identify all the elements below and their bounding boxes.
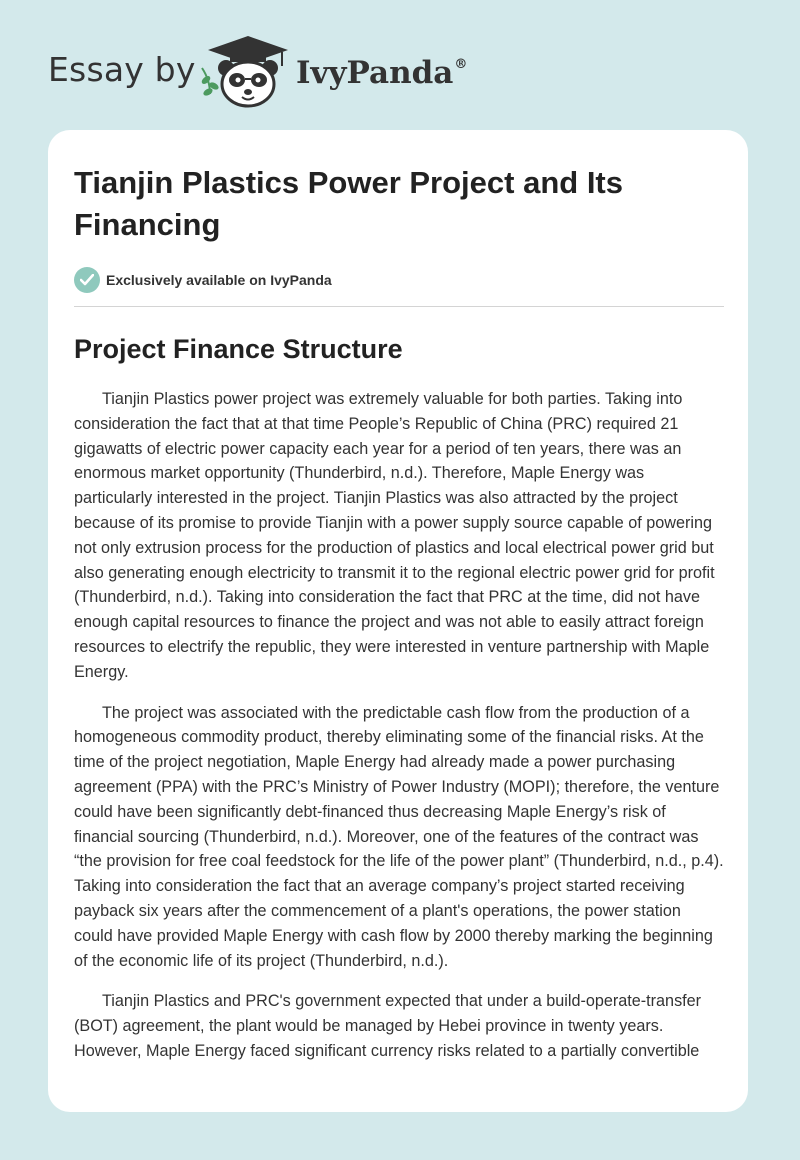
brand-name[interactable]: IvyPanda® bbox=[296, 55, 468, 91]
essay-by-label: Essay by bbox=[48, 50, 196, 89]
divider bbox=[74, 306, 724, 307]
paragraph: The project was associated with the predictable cash flow from the production of a homogeneous commodity product, thereby eliminating some of the financial risks. At the time of the project negotiation, Maple Energy had already made a power purchasing agreement (PPA) with the PRC’s Ministry of Power Industry (MOPI); therefore, the venture could have been significantly debt-financed thus decreasing Maple Energy’s risk of financial sourcing (Thunderbird, n.d.). Moreover, one of the features of the contract was “the provision for free coal feedstock for the life of the power plant” (Thunderbird, n.d., p.4). Taking into consideration the fact that an average company’s project started receiving payback six years after the commencement of a plant's operations, the power station could have provided Maple Energy with cash flow by 2000 thereby marking the beginning of the economic life of its project (Thunderbird, n.d.). bbox=[74, 703, 724, 970]
paragraph: Tianjin Plastics and PRC's government expected that under a build-operate-transfer (BOT) agreement, the plant would be managed by Hebei province in twenty years. However, Maple Energy faced significant currency risks related to a partially convertible bbox=[74, 992, 702, 1060]
check-circle-icon bbox=[74, 267, 100, 293]
article-title: Tianjin Plastics Power Project and Its Financing bbox=[74, 165, 623, 242]
exclusive-badge bbox=[74, 266, 724, 294]
paragraph: Tianjin Plastics power project was extremely valuable for both parties. Taking into consideration the fact that at that time People’s Republic of China (PRC) required 21 gigawatts of electric power capacity each year for a period of ten years, there was an enormous market opportunity (Thunderbird, n.d.). Therefore, Maple Energy was particularly interested in the project. Tianjin Plastics was also attracted by the project because of its promise to provide Tianjin with a power supply source capable of powering not only extrusion process for the production of plastics and local electrical power grid but also generating enough electricity to transmit it to the regional electric power grid for profit (Thunderbird, n.d.). Taking into consideration the fact that PRC at the time, did not have enough capital resources to finance the project and was not able to easily attract foreign resources to electrify the republic, they were interested in venture partnership with Maple Energy. bbox=[74, 390, 715, 681]
article-body bbox=[74, 387, 724, 1064]
article-card bbox=[48, 130, 748, 1112]
section-heading: Project Finance Structure bbox=[74, 334, 403, 364]
exclusive-label: Exclusively available on IvyPanda bbox=[106, 272, 332, 288]
panda-graduate-logo-icon[interactable] bbox=[200, 34, 296, 110]
site-header bbox=[0, 0, 800, 130]
registered-mark: ® bbox=[454, 57, 468, 72]
